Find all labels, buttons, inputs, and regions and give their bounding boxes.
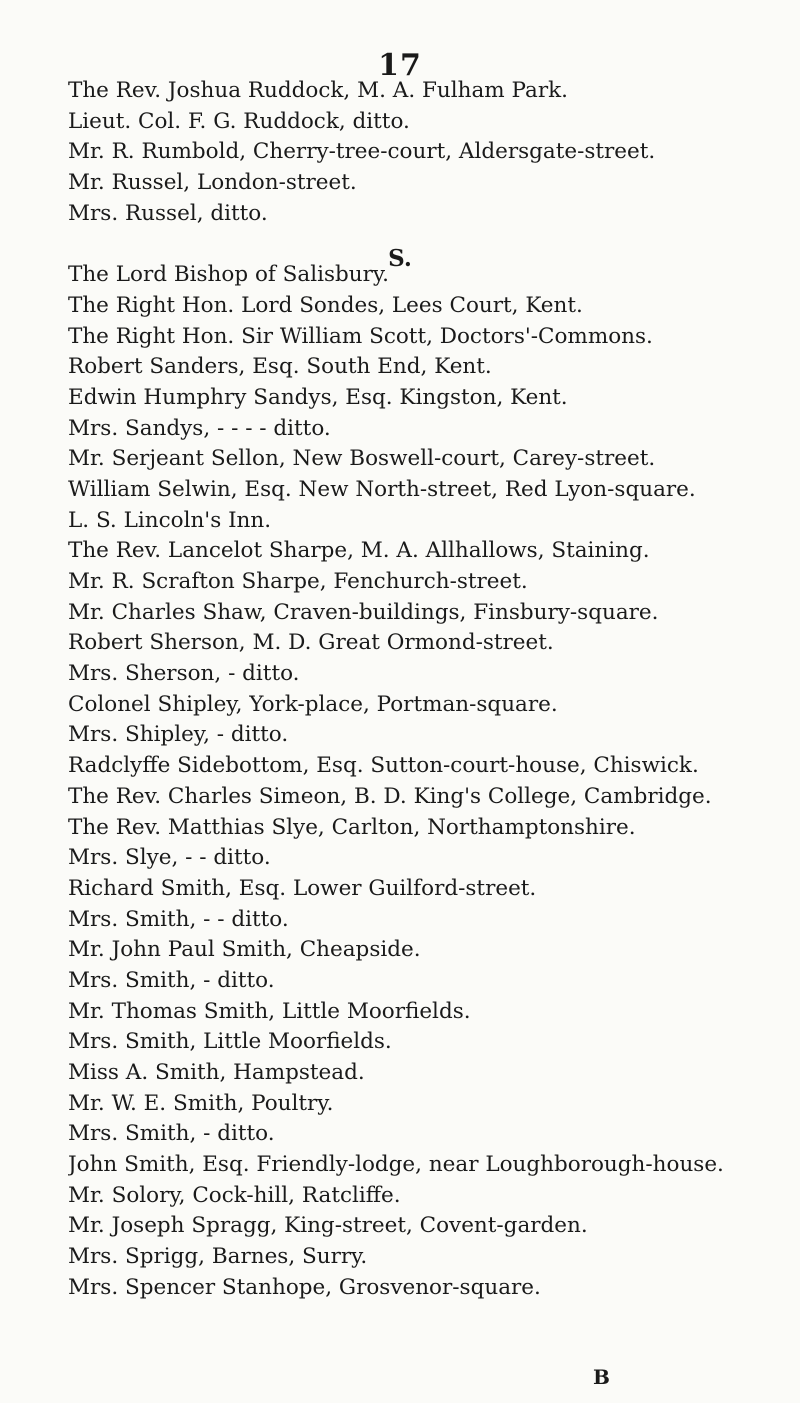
list-entry: John Smith, Esq. Friendly-lodge, near Loughborough-house. bbox=[68, 1152, 724, 1178]
list-entry: Mr. Joseph Spragg, King-street, Covent-garden. bbox=[68, 1213, 588, 1239]
list-entry: Mrs. Smith, - ditto. bbox=[68, 1121, 275, 1147]
list-entry: Mrs. Spencer Stanhope, Grosvenor-square. bbox=[68, 1274, 541, 1300]
list-entry: The Rev. Matthias Slye, Carlton, Northamptonshire. bbox=[68, 814, 636, 840]
list-entry: Lieut. Col. F. G. Ruddock, ditto. bbox=[68, 108, 410, 134]
list-entry: Mrs. Smith, - ditto. bbox=[68, 967, 275, 993]
list-entry: Mr. Solory, Cock-hill, Ratcliffe. bbox=[68, 1182, 401, 1208]
page-number: 17 bbox=[378, 48, 422, 83]
list-entry: The Right Hon. Sir William Scott, Doctors'-Commons. bbox=[68, 323, 653, 349]
list-entry: Mrs. Sandys, - - - - ditto. bbox=[68, 415, 331, 441]
list-entry: The Rev. Joshua Ruddock, M. A. Fulham Park. bbox=[68, 78, 568, 103]
list-entry: Robert Sanders, Esq. South End, Kent. bbox=[68, 354, 492, 380]
list-entry: Mr. Thomas Smith, Little Moorfields. bbox=[68, 998, 471, 1024]
list-entry: Mr. Russel, London-street. bbox=[68, 170, 357, 196]
list-entry: The Rev. Lancelot Sharpe, M. A. Allhallows, Staining. bbox=[68, 538, 650, 564]
list-entry: The Rev. Charles Simeon, B. D. King's College, Cambridge. bbox=[68, 783, 712, 809]
list-entry: The Lord Bishop of Salisbury. bbox=[68, 262, 390, 288]
list-entry: William Selwin, Esq. New North-street, Red Lyon-square. bbox=[68, 476, 696, 502]
list-entry: Mr. W. E. Smith, Poultry. bbox=[68, 1090, 334, 1116]
list-entry: Mr. R. Rumbold, Cherry-tree-court, Aldersgate-street. bbox=[68, 139, 656, 165]
list-entry: Radclyffe Sidebottom, Esq. Sutton-court-house, Chiswick. bbox=[68, 753, 699, 779]
list-entry: Mrs. Slye, - - ditto. bbox=[68, 845, 271, 871]
list-entry: Mr. John Paul Smith, Cheapside. bbox=[68, 937, 421, 963]
list-entry: Mrs. Sherson, - ditto. bbox=[68, 661, 300, 687]
list-entry: Mr. Serjeant Sellon, New Boswell-court, Carey-street. bbox=[68, 446, 656, 472]
list-entry: Miss A. Smith, Hampstead. bbox=[68, 1060, 365, 1085]
list-entry: Mrs. Smith, - - ditto. bbox=[68, 906, 289, 932]
list-entry: L. S. Lincoln's Inn. bbox=[68, 507, 272, 533]
list-entry: Colonel Shipley, York-place, Portman-square. bbox=[68, 691, 558, 717]
list-entry: Mrs. Shipley, - ditto. bbox=[68, 722, 289, 748]
list-entry: The Right Hon. Lord Sondes, Lees Court, Kent. bbox=[68, 292, 583, 318]
catchword: B bbox=[593, 1365, 610, 1389]
list-entry: Mrs. Sprigg, Barnes, Surry. bbox=[68, 1244, 368, 1270]
list-entry: Mrs. Smith, Little Moorfields. bbox=[68, 1029, 392, 1055]
list-entry: Richard Smith, Esq. Lower Guilford-street. bbox=[68, 875, 537, 901]
list-entry: Robert Sherson, M. D. Great Ormond-street. bbox=[68, 630, 554, 656]
list-entry: Mr. Charles Shaw, Craven-buildings, Finsbury-square. bbox=[68, 599, 659, 625]
list-entry: Mrs. Russel, ditto. bbox=[68, 200, 268, 226]
section-heading: S. bbox=[388, 245, 412, 272]
list-entry: Mr. R. Scrafton Sharpe, Fenchurch-street. bbox=[68, 569, 528, 594]
list-entry: Edwin Humphry Sandys, Esq. Kingston, Kent. bbox=[68, 384, 568, 410]
